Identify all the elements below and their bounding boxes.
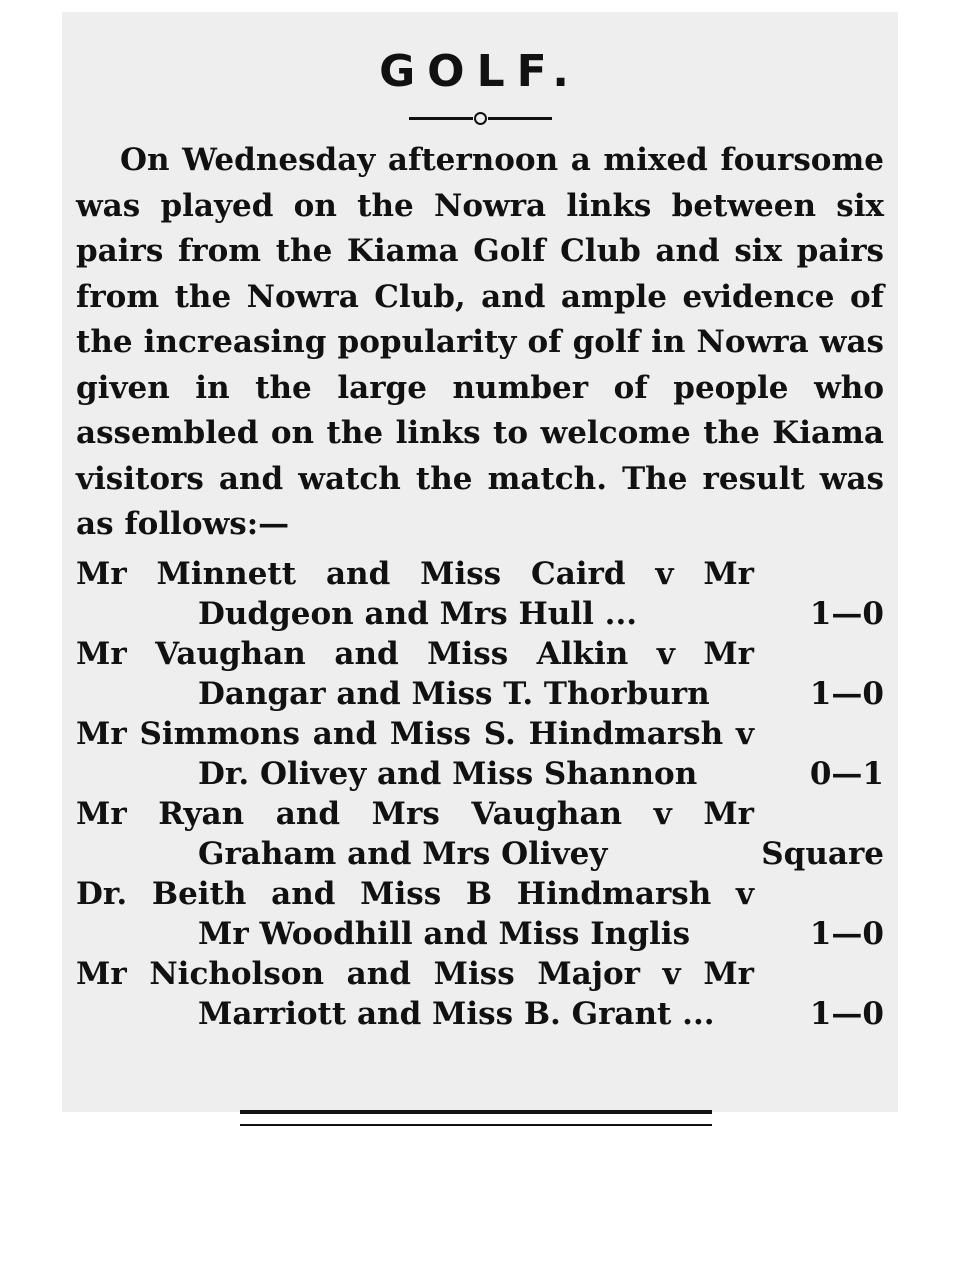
- result-opponent: Marriott and Miss B. Grant ...: [198, 995, 715, 1032]
- result-pair-line: Mr Ryan and Mrs Vaughan v Mr: [76, 795, 754, 832]
- result-opponent: Dr. Olivey and Miss Shannon: [198, 755, 698, 792]
- result-opponent: Dangar and Miss T. Thorburn: [198, 675, 710, 712]
- closing-rule-thin: [240, 1124, 712, 1126]
- result-pair-line: Mr Nicholson and Miss Major v Mr: [76, 955, 754, 992]
- article-body: On Wednesday afternoon a mixed foursome was played on the Nowra links between six pairs from the Kiama Golf Club and six pairs from the Nowra Club, and ample evidence of the increasing popularity of golf in Nowra was given in the large number of people who assembled on the links to welcome the Kiama visitors and watch the match. The result was as follows:—: [76, 142, 884, 542]
- result-item: [76, 554, 884, 634]
- result-item: [76, 634, 884, 714]
- result-score: 1—0: [809, 995, 884, 1032]
- article-heading: GOLF.: [379, 46, 581, 97]
- result-item: [76, 874, 884, 954]
- result-pair-line: Mr Vaughan and Miss Alkin v Mr: [76, 635, 754, 672]
- result-item: [76, 954, 884, 1034]
- result-opponent-line: [76, 995, 884, 1034]
- closing-rule-thick: [240, 1110, 712, 1114]
- result-opponent-line: [76, 755, 884, 794]
- result-opponent: Mr Woodhill and Miss Inglis: [198, 915, 691, 952]
- ornament-circle: [474, 112, 487, 125]
- result-opponent-line: [76, 835, 884, 874]
- result-item: [76, 794, 884, 874]
- results-list: [76, 554, 884, 1034]
- result-pair-line: Dr. Beith and Miss B Hindmarsh v: [76, 875, 754, 912]
- result-score: 1—0: [809, 595, 884, 632]
- result-opponent-line: [76, 595, 884, 634]
- result-item: [76, 714, 884, 794]
- ornament-rule-right: [488, 117, 552, 120]
- result-pair-line: Mr Minnett and Miss Caird v Mr: [76, 555, 754, 592]
- result-score: 0—1: [809, 755, 884, 792]
- result-opponent: Graham and Mrs Olivey: [198, 835, 608, 872]
- result-score: Square: [761, 835, 884, 872]
- result-score: 1—0: [809, 675, 884, 712]
- ornament-rule-left: [409, 117, 473, 120]
- result-score: 1—0: [809, 915, 884, 952]
- result-opponent-line: [76, 915, 884, 954]
- result-opponent-line: [76, 675, 884, 714]
- result-opponent: Dudgeon and Mrs Hull ...: [198, 595, 638, 632]
- newspaper-clipping: [62, 12, 898, 1112]
- result-pair-line: Mr Simmons and Miss S. Hindmarsh v: [76, 715, 754, 752]
- heading-ornament: [76, 104, 884, 130]
